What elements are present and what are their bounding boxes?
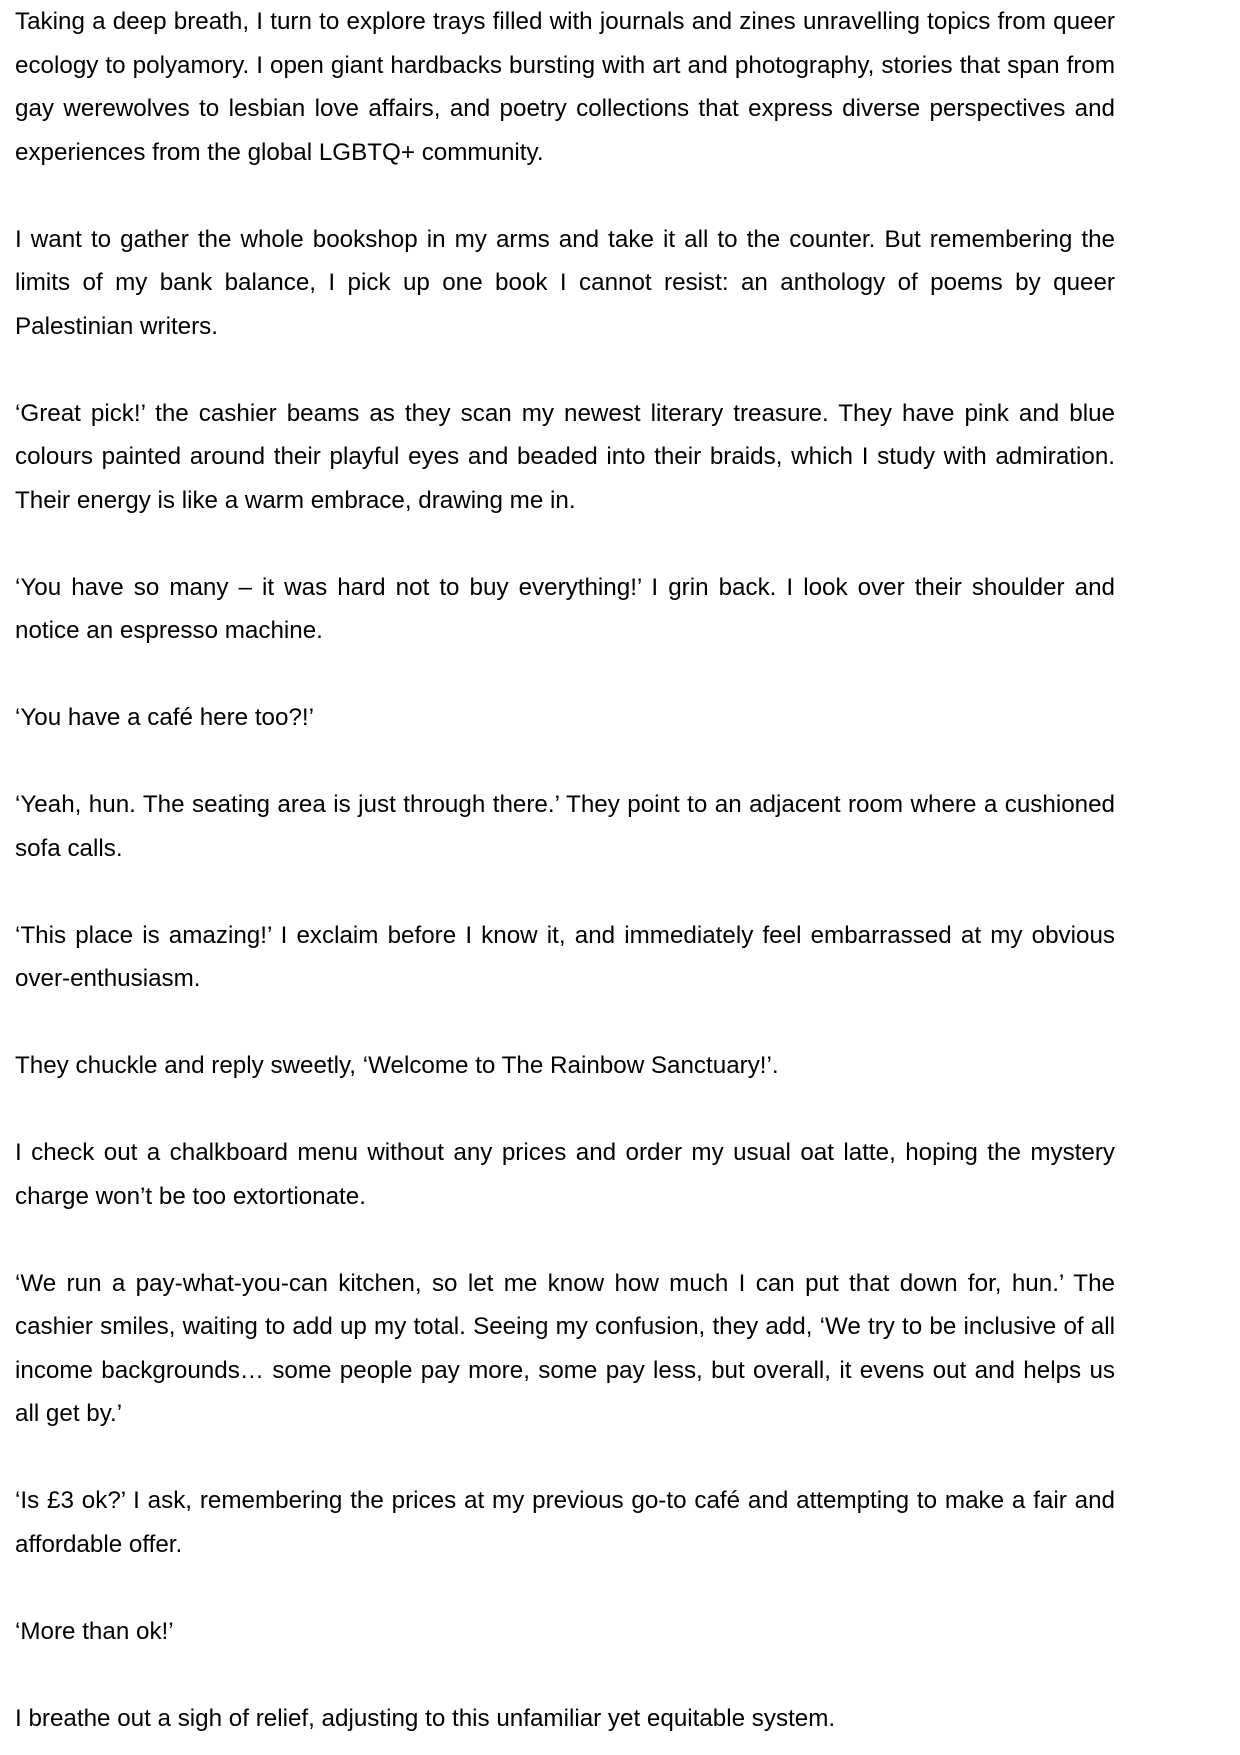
paragraph: ‘You have so many – it was hard not to buy everything!’ I grin back. I look over their shoulder and notice an espresso machine. xyxy=(15,573,1115,644)
paragraph: I breathe out a sigh of relief, adjusting to this unfamiliar yet equitable system. xyxy=(15,1704,836,1732)
paragraph: ‘Is £3 ok?’ I ask, remembering the prices at my previous go-to café and attempting to make a fair and affordable offer. xyxy=(15,1487,1115,1558)
paragraph: ‘Yeah, hun. The seating area is just through there.’ They point to an adjacent room where a cushioned sofa calls. xyxy=(15,791,1115,862)
paragraph: ‘We run a pay-what-you-can kitchen, so let me know how much I can put that down for, hun.’ The cashier smiles, waiting to add up my total. Seeing my confusion, they add, ‘We try to be inclusive of all income backgrounds… some people pay more, some pay less, but overall, it evens out and helps us all get by.’ xyxy=(15,1269,1115,1427)
paragraph: ‘Great pick!’ the cashier beams as they scan my newest literary treasure. They have pink and blue colours painted around their playful eyes and beaded into their braids, which I study with admiration. Their energy is like a warm embrace, drawing me in. xyxy=(15,399,1115,514)
paragraph: ‘You have a café here too?!’ xyxy=(15,704,314,731)
paragraph: I check out a chalkboard menu without any prices and order my usual oat latte, hoping the mystery charge won’t be too extortionate. xyxy=(15,1139,1115,1210)
paragraph: They chuckle and reply sweetly, ‘Welcome to The Rainbow Sanctuary!’. xyxy=(15,1052,779,1079)
document-page xyxy=(15,0,1115,1740)
paragraph: I want to gather the whole bookshop in my arms and take it all to the counter. But remembering the limits of my bank balance, I pick up one book I cannot resist: an anthology of poems by queer Palestinian writers. xyxy=(15,225,1115,340)
paragraph: ‘This place is amazing!’ I exclaim before I know it, and immediately feel embarrassed at my obvious over-enthusiasm. xyxy=(15,921,1115,992)
paragraph: Taking a deep breath, I turn to explore trays filled with journals and zines unravelling topics from queer ecology to polyamory. I open giant hardbacks bursting with art and photography, stories that span from gay werewolves to lesbian love affairs, and poetry collections that express diverse perspectives and experiences from the global LGBTQ+ community. xyxy=(15,8,1115,166)
paragraph: ‘More than ok!’ xyxy=(15,1617,174,1645)
